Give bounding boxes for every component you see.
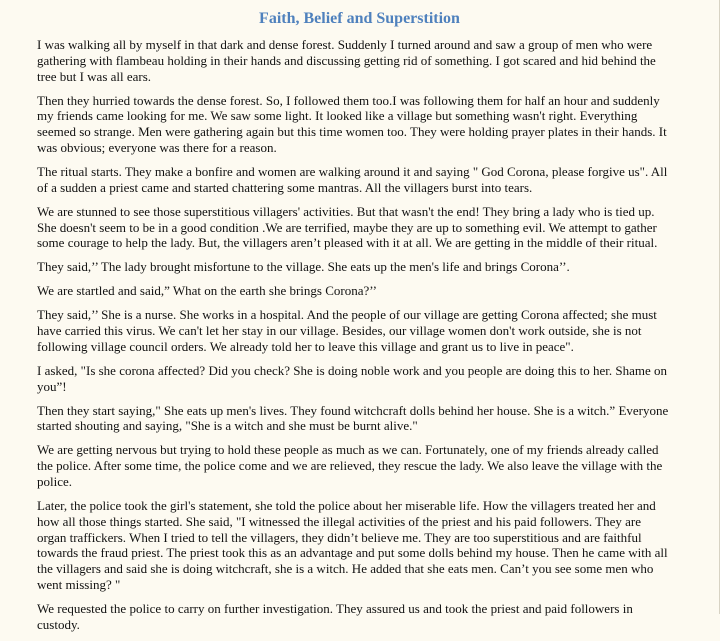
paragraph: I asked, "Is she corona affected? Did you check? She is doing noble work and you people are doing this to her. Shame on you”! (37, 362, 667, 394)
paragraph: The ritual starts. They make a bonfire and women are walking around it and saying " God Corona, please forgive us". All of a sudden a priest came and started chattering some mantras. All the villagers burst into tears. (37, 163, 668, 195)
paragraph: We requested the police to carry on further investigation. They assured us and took the priest and paid followers in custody. (37, 600, 633, 632)
paragraph: We are stunned to see those superstitious villagers' activities. But that wasn't the end! They bring a lady who is tied up. She doesn't seem to be in a good condition .We are terrified, maybe they are up to something evil. We attempt to gather some courage to help the lady. But, the villagers aren’t pleased with it at all. We are getting in the middle of their ritual. (37, 203, 658, 251)
paragraph: I was walking all by myself in that dark and dense forest. Suddenly I turned around and saw a group of men who were gathering with flambeau holding in their hands and discussing getting rid of something. I got scared and hid behind the tree but I was all ears. (37, 37, 656, 84)
paragraph: They said,’’ The lady brought misfortune to the village. She eats up the men's life and brings Corona’’. (37, 259, 570, 275)
document-title: Faith, Belief and Superstition (259, 10, 460, 27)
paragraph: They said,’’ She is a nurse. She works in a hospital. And the people of our village are getting Corona affected; she must have carried this virus. We can't let her stay in our village. Besides, our village women don't work outside, she is not following village council orders. We already told her to leave this village and grant us to live in peace". (37, 307, 657, 354)
paragraph: We are startled and said,” What on the earth she brings Corona?’’ (37, 283, 377, 299)
paragraph: Then they start saying," She eats up men's lives. They found witchcraft dolls behind her house. She is a witch.” Everyone started shouting and saying, "She is a witch and she must be burnt alive." (37, 402, 669, 434)
paragraph: Then they hurried towards the dense forest. So, I followed them too.I was following them for half an hour and suddenly my friends came looking for me. We saw some light. It looked like a village but something wasn't right. Everything seemed so strange. Men were gathering again but this time women too. They were holding prayer plates in their hands. It was obvious; everyone was there for a reason. (37, 92, 667, 155)
document-body (37, 37, 673, 641)
paragraph: We are getting nervous but trying to hold these people as much as we can. Fortunately, one of my friends already called the police. After some time, the police come and we are relieved, they rescue the lady. We also leave the village with the police. (37, 442, 663, 490)
paragraph: Later, the police took the girl's statement, she told the police about her miserable life. How the villagers treated her and how all those things started. She said, "I witnessed the illegal activities of the priest and his paid followers. They are organ traffickers. When I tried to tell the villagers, they didn’t believe me. They are too superstitious and are faithful towards the fraud priest. The priest took this as an advantage and put some dolls behind my house. Then he came with all the villagers and said she is doing witchcraft, she is a witch. He added that she eats men. Can’t you see some men who went missing? " (37, 498, 668, 592)
